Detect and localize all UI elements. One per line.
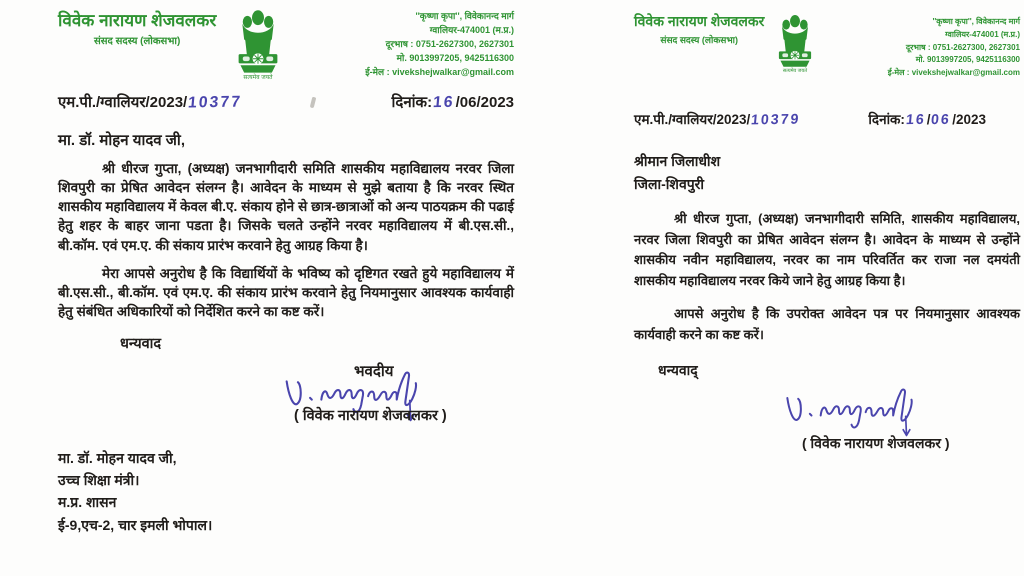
letterhead-name-block xyxy=(634,12,764,46)
date-day-handwritten: 16 xyxy=(905,111,927,129)
address-line: मो. 9013997205, 9425116300 xyxy=(915,55,1020,65)
date-rest: /2023 xyxy=(952,111,986,127)
address-line: दूरभाष : 0751-2627300, 2627301 xyxy=(385,38,514,49)
address-line: मो. 9013997205, 9425116300 xyxy=(396,52,514,63)
addressee-line: उच्च शिक्षा मंत्री। xyxy=(58,472,140,489)
emblem-motto: सत्यमेव जयते xyxy=(783,68,808,74)
letterhead-address xyxy=(826,12,1020,80)
signature-ink xyxy=(774,388,984,438)
ref-prefix: एम.पी./ग्वालियर/2023/ xyxy=(58,94,188,111)
ref-date-row xyxy=(58,92,514,112)
date-label: दिनांक: xyxy=(391,94,433,111)
addressee-line: ई-9,एच-2, चार इमली भोपाल। xyxy=(58,516,213,533)
address-line: ''कृष्णा कृपा'', विवेकानन्द मार्ग xyxy=(932,17,1020,26)
address-line: ''कृष्णा कृपा'', विवेकानन्द मार्ग xyxy=(415,11,514,21)
mp-name: विवेक नारायण शेजवलकर xyxy=(58,11,217,30)
salutation: मा. डॉ. मोहन यादव जी, xyxy=(58,132,185,149)
closing-word: भवदीय xyxy=(354,363,394,381)
addressee-line: म.प्र. शासन xyxy=(58,494,117,511)
date-rest: /06/2023 xyxy=(455,94,514,111)
ashoka-emblem-icon xyxy=(230,8,286,80)
emblem-motto: सत्यमेव जयते xyxy=(243,75,273,80)
address-line: ई-मेल : vivekshejwalkar@gmail.com xyxy=(365,66,514,77)
signer-name: ( विवेक नारायण शेजवलकर ) xyxy=(294,408,447,425)
body-paragraph-1: श्री धीरज गुप्ता, (अध्यक्ष) जनभागीदारी समिति, शासकीय महाविद्यालय, नरवर जिला शिवपुरी का प्रेषित आवेदन संलग्न है। आवेदन के माध्यम से उन्होंने शासकीय नवीन महाविद्यालय, नरवर का नाम परिवर्तित कर राजा नल दमयंती शासकीय महाविद्यालय नरवर किये जाने हेतु आग्रह किया है। xyxy=(634,211,1020,288)
reference-number xyxy=(634,110,802,128)
addressee-line: श्रीमान जिलाधीश xyxy=(634,152,721,169)
date-month-handwritten: 06 xyxy=(930,111,952,129)
ref-number-handwritten: 10379 xyxy=(750,111,802,129)
signer-name: ( विवेक नारायण शेजवलकर ) xyxy=(802,435,950,452)
ashoka-emblem-icon xyxy=(772,12,818,74)
mp-designation: संसद सदस्य (लोकसभा) xyxy=(660,35,738,45)
mp-designation: संसद सदस्य (लोकसभा) xyxy=(94,36,181,47)
ref-number-handwritten: 10377 xyxy=(187,93,243,112)
bottom-addressee-block xyxy=(58,447,514,535)
addressee-block xyxy=(634,150,1020,196)
address-line: दूरभाष : 0751-2627300, 2627301 xyxy=(905,42,1020,52)
letter-right xyxy=(634,0,1020,460)
body-paragraph-2: आपसे अनुरोध है कि उपरोक्त आवेदन पत्र पर नियमानुसार आवश्यक कार्यवाही करने का कष्ट करें। xyxy=(634,306,1020,342)
ref-prefix: एम.पी./ग्वालियर/2023/ xyxy=(634,111,751,127)
body-paragraph-2: मेरा आपसे अनुरोध है कि विद्यार्थियों के भविष्य को दृष्टिगत रखते हुये महाविद्यालय में बी.एस.सी., बी.कॉम. एवं एम.ए. की संकाय प्रारंभ करवाने हेतु नियमानुसार आवश्यक कार्यवाही हेतु संबंधित अधिकारियों को निर्देशित करने का कष्ट करें। xyxy=(58,265,514,320)
date-separator: / xyxy=(926,111,931,127)
addressee-line: जिला-शिवपुरी xyxy=(634,176,705,193)
letter-date xyxy=(868,110,986,128)
address-line: ई-मेल : vivekshejwalkar@gmail.com xyxy=(887,68,1020,78)
letter-date xyxy=(392,92,515,112)
mp-name: विवेक नारायण शेजवलकर xyxy=(634,13,765,29)
letter-left xyxy=(58,0,514,536)
addressee-line: मा. डॉ. मोहन यादव जी, xyxy=(58,450,177,467)
date-day-handwritten: 16 xyxy=(432,93,456,112)
closing-block xyxy=(58,361,514,433)
letterhead-right xyxy=(634,12,1020,80)
body-paragraph-1: श्री धीरज गुप्ता, (अध्यक्ष) जनभागीदारी समिति शासकीय महाविद्यालय नरवर जिला शिवपुरी का प्रेषित आवेदन संलग्न है। आवेदन के माध्यम से मुझे बताया है कि नरवर स्थित शासकीय महाविद्यालय में केवल बी.ए. संकाय होने से छात्र-छात्राओं को अन्य पाठयक्रम की पढाई हेतु शहर के बाहर जाना पडता है। जिसके चलते उन्होंने नरवर महाविद्यालय में बी.एस.सी., बी.कॉम. एवं एम.ए. की संकाय प्रारंभ करवाने हेतु आग्रह किया है। xyxy=(58,161,514,253)
address-line: ग्वालियर-474001 (म.प्र.) xyxy=(429,24,514,35)
thanks-line: धन्यवाद् xyxy=(658,362,698,379)
letterhead-left xyxy=(58,8,514,80)
closing-block xyxy=(634,384,1020,460)
address-line: ग्वालियर-474001 (म.प्र.) xyxy=(945,29,1020,39)
reference-number xyxy=(58,92,243,112)
date-label: दिनांक: xyxy=(868,111,905,127)
thanks-line: धन्यवाद xyxy=(120,336,162,353)
letterhead-name-block xyxy=(58,8,216,47)
letterhead-address xyxy=(296,8,514,80)
ref-date-row xyxy=(634,110,986,128)
